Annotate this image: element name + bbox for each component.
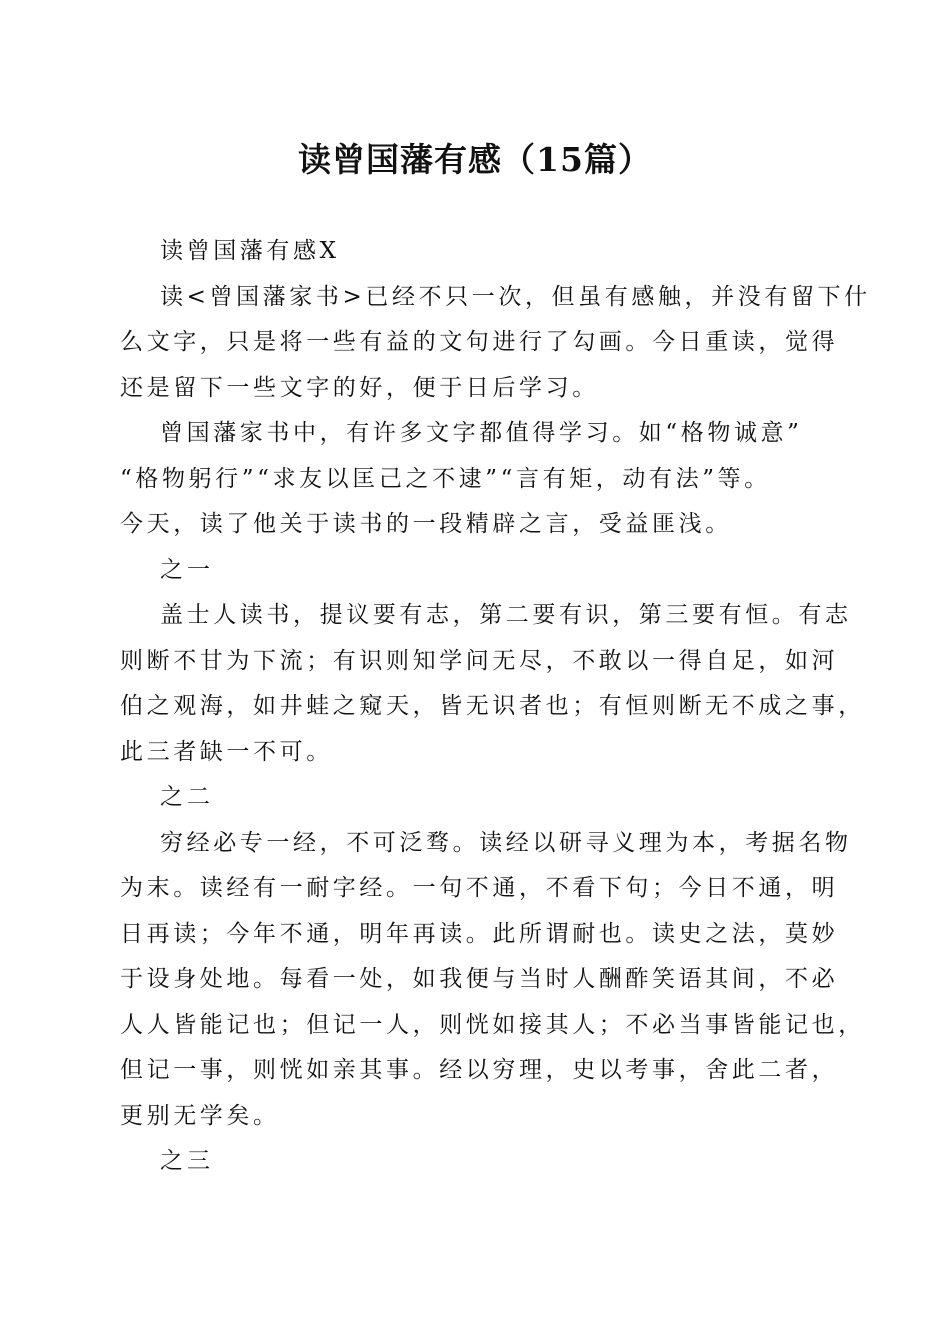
document-title: 读曾国藩有感（15篇） [298, 140, 652, 179]
section-heading: 之三 [160, 1148, 214, 1174]
paragraph-line: 么文字，只是将一些有益的文句进行了勾画。今日重读，觉得 [120, 329, 839, 355]
paragraph-line: 更别无学矣。 [120, 1102, 280, 1129]
paragraph-line: “格物躬行”“求友以匡己之不逮”“言有矩，动有法”等。 [120, 465, 771, 492]
section-heading: 之二 [160, 784, 214, 810]
paragraph-line: 日再读；今年不通，明年再读。此所谓耐也。读史之法，莫妙 [120, 920, 839, 947]
paragraph-line: 今天，读了他关于读书的一段精辟之言，受益匪浅。 [120, 511, 732, 537]
paragraph-line: 则断不甘为下流；有识则知学问无尽，不敢以一得自足，如河 [120, 647, 839, 674]
paragraph-line: 还是留下一些文字的好，便于日后学习。 [120, 374, 599, 401]
paragraph-line: 曾国藩家书中，有许多文字都值得学习。如“格物诚意” [160, 420, 803, 446]
paragraph-line: 于设身处地。每看一处，如我便与当时人酬酢笑语其间，不必 [120, 966, 839, 992]
paragraph-line: 但记一事，则恍如亲其事。经以穷理，史以考事，舍此二者， [120, 1057, 839, 1083]
document-body [120, 229, 871, 1185]
paragraph-line: 此三者缺一不可。 [120, 738, 333, 765]
paragraph-line: 盖士人读书，提议要有志，第二要有识，第三要有恒。有志 [160, 602, 852, 628]
paragraph-line: 为末。读经有一耐字经。一句不通，不看下句；今日不通，明 [120, 875, 839, 901]
paragraph-line: 人人皆能记也；但记一人，则恍如接其人；不必当事皆能记也， [120, 1011, 865, 1038]
section-heading: 之一 [160, 556, 214, 583]
paragraph-line: 读<曾国藩家书>已经不只一次，但虽有感触，并没有留下什 [160, 283, 871, 310]
article-heading: 读曾国藩有感X [160, 238, 340, 264]
paragraph-line: 穷经必专一经，不可泛骛。读经以研寻义理为本，考据名物 [160, 829, 852, 856]
paragraph-line: 伯之观海，如井蛙之窥天，皆无识者也；有恒则断无不成之事， [120, 693, 865, 719]
